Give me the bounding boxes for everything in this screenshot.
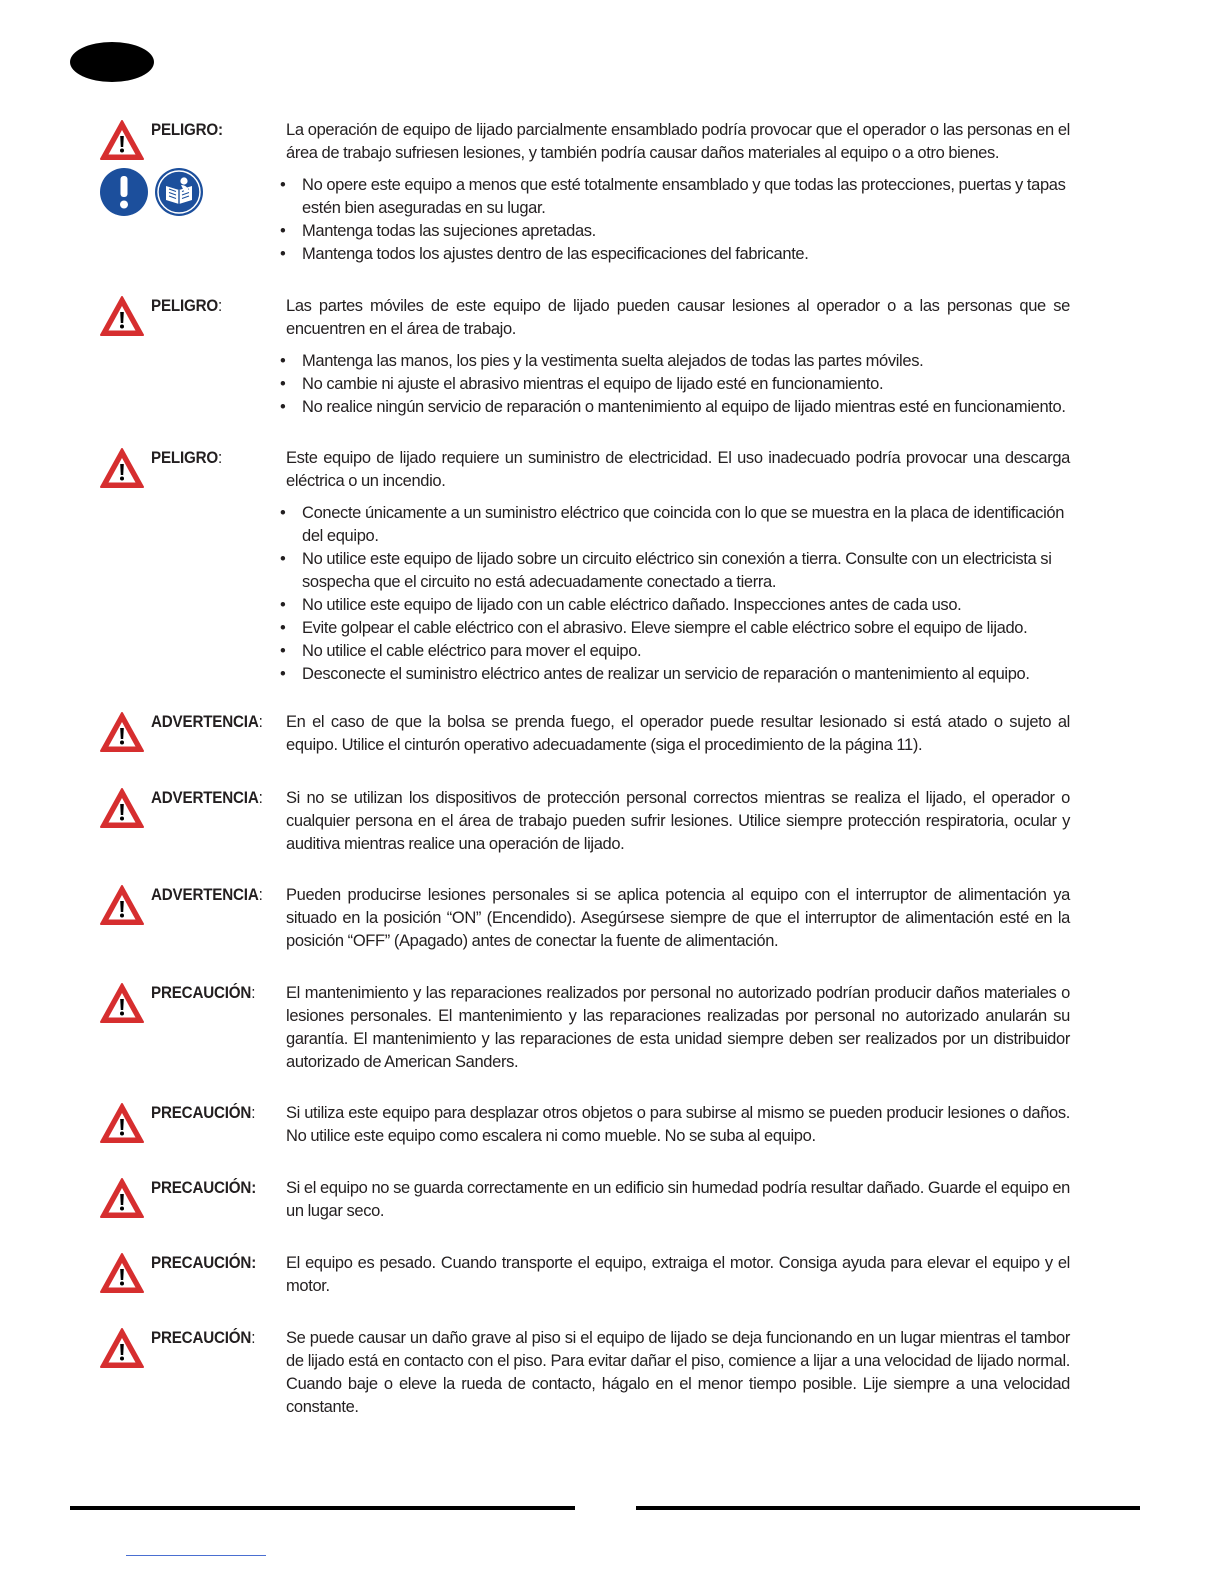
bullet-dot-icon: • — [280, 665, 286, 683]
bullet-dot-icon: • — [280, 596, 286, 614]
bullet-dot-icon: • — [280, 619, 286, 637]
warning-label — [151, 1177, 256, 1200]
bullet-dot-icon: • — [280, 550, 286, 568]
footer-underline — [126, 1555, 266, 1556]
warning-body — [286, 884, 1070, 953]
exclamation-mandatory-icon — [99, 167, 149, 217]
warning-bullet — [280, 663, 1070, 686]
warning-triangle-icon — [99, 1252, 145, 1294]
bullet-dot-icon: • — [280, 352, 286, 370]
warning-label-text: PRECAUCIÓN — [151, 1104, 252, 1122]
warning-label-colon: : — [218, 449, 223, 467]
warning-label — [151, 982, 255, 1005]
warning-label-colon: : — [251, 1179, 257, 1197]
warning-body — [286, 787, 1070, 856]
warning-text: El mantenimiento y las reparaciones realizados por personal no autorizado podrían producir daños materiales o lesiones personales. El mantenimiento y las reparaciones realizadas por personal no autorizado anularán su garantía. El mantenimiento y las reparaciones de esta unidad siempre deben ser realizados por un distribuidor autorizado de American Sanders. — [286, 984, 1070, 1071]
bullet-dot-icon: • — [280, 245, 286, 263]
warning-body — [286, 1177, 1070, 1223]
warning-triangle-icon — [99, 447, 145, 489]
warning-label-text: ADVERTENCIA — [151, 886, 259, 904]
bullet-dot-icon: • — [280, 222, 286, 240]
warning-bullet — [280, 396, 1070, 419]
footer-rule-left — [70, 1506, 575, 1510]
bullet-dot-icon: • — [280, 504, 286, 522]
warning-label-text: ADVERTENCIA — [151, 713, 259, 731]
bullet-dot-icon: • — [280, 375, 286, 393]
warning-label-text: PELIGRO — [151, 449, 219, 467]
warning-text: Si no se utilizan los dispositivos de protección personal correctos mientras se realiza el lijado, el operador o cualquier persona en el área de trabajo pueden sufrir lesiones. Utilice siempre protección respiratoria, ocular y auditiva mientras realice una operación de lijado. — [286, 789, 1070, 853]
footer-rule-right — [636, 1506, 1140, 1510]
warning-text: Las partes móviles de este equipo de lijado pueden causar lesiones al operador o a las personas que se encuentren en el área de trabajo. — [286, 297, 1070, 338]
warning-bullet — [280, 174, 1070, 220]
warning-bullet — [280, 617, 1070, 640]
warning-label — [151, 1327, 255, 1350]
warning-label-colon: : — [251, 1329, 256, 1347]
read-manual-icon — [154, 167, 204, 217]
warning-triangle-icon — [99, 787, 145, 829]
warning-bullet-text: Mantenga las manos, los pies y la vestimenta suelta alejados de todas las partes móviles. — [302, 352, 924, 370]
warning-body — [286, 1252, 1070, 1298]
warning-label-colon: : — [251, 984, 256, 1002]
warning-text: Este equipo de lijado requiere un suministro de electricidad. El uso inadecuado podría provocar una descarga eléctrica o un incendio. — [286, 449, 1070, 490]
warning-text: Si utiliza este equipo para desplazar otros objetos o para subirse al mismo se pueden producir lesiones o daños. No utilice este equipo como escalera ni como mueble. No se suba al equipo. — [286, 1104, 1070, 1145]
warning-label-text: ADVERTENCIA — [151, 789, 259, 807]
warning-label-text: PRECAUCIÓN — [151, 1179, 252, 1197]
warning-text: Pueden producirse lesiones personales si se aplica potencia al equipo con el interruptor de alimentación ya situado en la posición “ON” (Encendido). Asegúrsese siempre de que el interruptor de alimentación esté en la posición “OFF” (Apagado) antes de conectar la fuente de alimentación. — [286, 886, 1070, 950]
language-badge — [70, 42, 154, 82]
warning-label-colon: : — [251, 1104, 256, 1122]
warning-bullet-list — [280, 502, 1070, 686]
warning-text: Si el equipo no se guarda correctamente en un edificio sin humedad podría resultar dañado. Guarde el equipo en un lugar seco. — [286, 1179, 1070, 1220]
warning-body — [286, 711, 1070, 757]
warning-label — [151, 295, 222, 318]
warning-label — [151, 711, 263, 734]
warning-body — [286, 982, 1070, 1074]
warning-label-colon: : — [251, 1254, 257, 1272]
bullet-dot-icon: • — [280, 176, 286, 194]
warning-label-colon: : — [258, 886, 263, 904]
warning-body — [280, 295, 1070, 419]
warning-label-text: PELIGRO — [151, 297, 219, 315]
warning-bullet — [280, 373, 1070, 396]
warning-label — [151, 1102, 255, 1125]
warning-label — [151, 884, 263, 907]
warning-body — [280, 119, 1070, 266]
warning-bullet-text: Desconecte el suministro eléctrico antes de realizar un servicio de reparación o mantenimiento al equipo. — [302, 665, 1030, 683]
warning-bullet-text: Mantenga todos los ajustes dentro de las especificaciones del fabricante. — [302, 245, 809, 263]
warning-text: Se puede causar un daño grave al piso si el equipo de lijado se deja funcionando en un lugar mientras el tambor de lijado está en contacto con el piso. Para evitar dañar el piso, comience a lijar a una velocidad de lijado normal. Cuando baje o eleve la rueda de contacto, hágalo en el menor tiempo posible. Lije siempre a una velocidad constante. — [286, 1329, 1070, 1416]
warning-triangle-icon — [99, 295, 145, 337]
warning-label-colon: : — [258, 789, 263, 807]
warning-bullet-text: No opere este equipo a menos que esté totalmente ensamblado y que todas las protecciones, puertas y tapas estén bien aseguradas en su lugar. — [302, 176, 1066, 217]
warning-bullet — [280, 594, 1070, 617]
warning-triangle-icon — [99, 884, 145, 926]
warning-triangle-icon — [99, 711, 145, 753]
warning-label — [151, 447, 222, 470]
warning-bullet — [280, 220, 1070, 243]
warning-bullet-text: Mantenga todas las sujeciones apretadas. — [302, 222, 596, 240]
warning-bullet — [280, 243, 1070, 266]
warning-triangle-icon — [99, 1327, 145, 1369]
warning-label-colon: : — [258, 713, 263, 731]
warning-text: La operación de equipo de lijado parcialmente ensamblado podría provocar que el operador o las personas en el área de trabajo sufriesen lesiones, y también podría causar daños materiales al equipo o a otro bienes. — [286, 121, 1070, 162]
warning-triangle-icon — [99, 119, 145, 161]
warning-bullet-text: No realice ningún servicio de reparación o mantenimiento al equipo de lijado mientras esté en funcionamiento. — [302, 398, 1066, 416]
warning-label — [151, 787, 263, 810]
warning-text: El equipo es pesado. Cuando transporte el equipo, extraiga el motor. Consiga ayuda para elevar el equipo y el motor. — [286, 1254, 1070, 1295]
warning-triangle-icon — [99, 1102, 145, 1144]
warning-label — [151, 119, 223, 142]
warning-triangle-icon — [99, 1177, 145, 1219]
warning-label-colon: : — [218, 297, 223, 315]
warning-text: En el caso de que la bolsa se prenda fuego, el operador puede resultar lesionado si está atado o sujeto al equipo. Utilice el cinturón operativo adecuadamente (siga el procedimiento de la página 11). — [286, 713, 1070, 754]
warning-bullet-text: No utilice el cable eléctrico para mover el equipo. — [302, 642, 642, 660]
warning-bullet-text: No utilice este equipo de lijado con un cable eléctrico dañado. Inspecciones antes de cada uso. — [302, 596, 962, 614]
bullet-dot-icon: • — [280, 642, 286, 660]
bullet-dot-icon: • — [280, 398, 286, 416]
warning-label-colon: : — [218, 121, 223, 139]
warning-body — [286, 1102, 1070, 1148]
warning-triangle-icon — [99, 982, 145, 1024]
warning-bullet-list — [280, 350, 1070, 419]
warning-label-text: PRECAUCIÓN — [151, 1254, 252, 1272]
warning-bullet-text: Evite golpear el cable eléctrico con el abrasivo. Eleve siempre el cable eléctrico sobre el equipo de lijado. — [302, 619, 1028, 637]
warning-bullet-text: No cambie ni ajuste el abrasivo mientras el equipo de lijado esté en funcionamiento. — [302, 375, 884, 393]
warning-body — [280, 447, 1070, 686]
warning-bullet-text: No utilice este equipo de lijado sobre un circuito eléctrico sin conexión a tierra. Consulte con un electricista si sospecha que el circuito no está adecuadamente conectado a tierra. — [302, 550, 1052, 591]
warning-bullet — [280, 350, 1070, 373]
warning-body — [286, 1327, 1070, 1419]
warning-bullet — [280, 548, 1070, 594]
warning-bullet — [280, 502, 1070, 548]
warning-bullet — [280, 640, 1070, 663]
warning-bullet-text: Conecte únicamente a un suministro eléctrico que coincida con lo que se muestra en la placa de identificación del equipo. — [302, 504, 1065, 545]
warning-label-text: PRECAUCIÓN — [151, 1329, 252, 1347]
warning-label — [151, 1252, 256, 1275]
warning-label-text: PRECAUCIÓN — [151, 984, 252, 1002]
warning-label-text: PELIGRO — [151, 121, 219, 139]
warning-bullet-list — [280, 174, 1070, 266]
